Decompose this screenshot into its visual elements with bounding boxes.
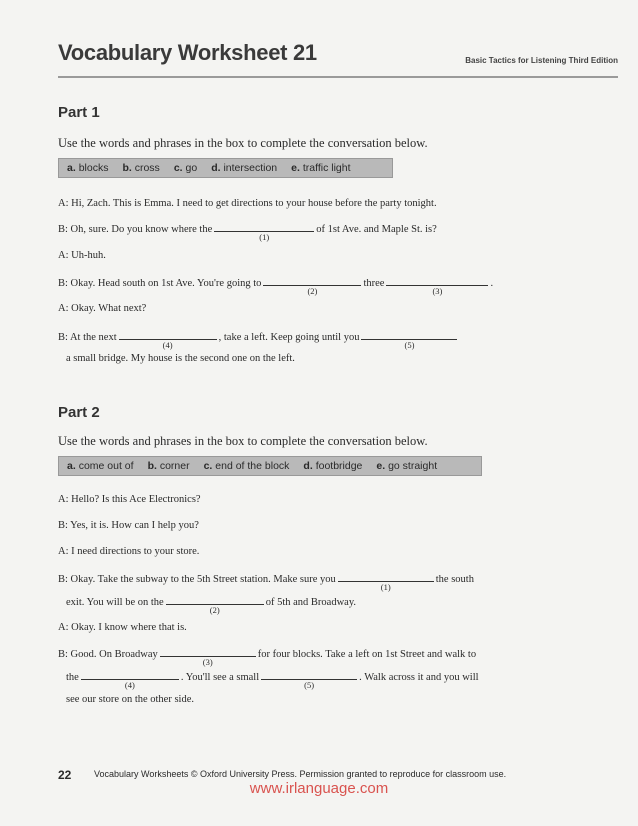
part1-instructions: Use the words and phrases in the box to complete the conversation below. [58, 136, 428, 150]
source-url[interactable]: www.irlanguage.com [249, 780, 389, 797]
answer-blank[interactable]: (4) [81, 670, 179, 680]
answer-blank[interactable]: (3) [386, 276, 488, 286]
word-box-item: d. footbridge [303, 460, 363, 472]
part2-heading: Part 2 [58, 404, 100, 421]
word-box-item: b. corner [147, 460, 190, 472]
dialogue-line: see our store on the other side. [66, 694, 195, 705]
part1-heading: Part 1 [58, 104, 100, 121]
answer-blank[interactable]: (5) [261, 670, 357, 680]
book-title: Basic Tactics for Listening Third Edition [465, 56, 618, 65]
page-title: Vocabulary Worksheet 21 [58, 40, 317, 65]
part2-word-box [58, 456, 482, 476]
header-divider [58, 76, 618, 78]
word-box-item: e. go straight [376, 460, 438, 472]
answer-blank[interactable]: (2) [263, 276, 361, 286]
dialogue-line: B: Yes, it is. How can I help you? [58, 520, 199, 531]
dialogue-line: B: Okay. Take the subway to the 5th Street station. Make sure you (1) the south [58, 574, 474, 592]
part2-instructions: Use the words and phrases in the box to complete the conversation below. [58, 434, 428, 448]
answer-blank[interactable]: (4) [119, 330, 217, 340]
answer-blank[interactable]: (1) [214, 222, 314, 232]
word-box-item: c. go [173, 162, 198, 174]
dialogue-line: A: Okay. What next? [58, 303, 147, 314]
dialogue-line: B: At the next (4) , take a left. Keep going until you (5) [58, 330, 459, 343]
dialogue-line: A: Uh-huh. [58, 250, 106, 261]
answer-blank[interactable]: (1) [338, 572, 434, 582]
dialogue-line: the (4) . You'll see a small (5) . Walk across it and you will [66, 672, 479, 690]
page-header [58, 40, 618, 74]
word-box-item: b. cross [122, 162, 160, 174]
word-box-item: c. end of the block [203, 460, 290, 472]
dialogue-line: A: Hi, Zach. This is Emma. I need to get directions to your house before the party tonight. [58, 198, 437, 209]
dialogue-line: B: Oh, sure. Do you know where the (1) of 1st Ave. and Maple St. is? [58, 224, 437, 242]
dialogue-line: A: Hello? Is this Ace Electronics? [58, 494, 201, 505]
part1-word-box [58, 158, 393, 178]
word-box-item: a. come out of [67, 460, 134, 472]
dialogue-line: A: Okay. I know where that is. [58, 622, 187, 633]
answer-blank[interactable]: (5) [361, 330, 457, 340]
word-box-item: e. traffic light [291, 162, 351, 174]
page-number: 22 [58, 768, 72, 782]
dialogue-line: A: I need directions to your store. [58, 546, 200, 557]
answer-blank[interactable]: (2) [166, 595, 264, 605]
word-box-item: a. blocks [67, 162, 109, 174]
answer-blank[interactable]: (3) [160, 647, 256, 657]
copyright-notice: Vocabulary Worksheets © Oxford University Press. Permission granted to reproduce for classroom use. [94, 769, 507, 779]
dialogue-line: B: Okay. Head south on 1st Ave. You're going to (2) three (3) . [58, 278, 494, 296]
dialogue-line: a small bridge. My house is the second one on the left. [66, 353, 295, 364]
dialogue-line: exit. You will be on the (2) of 5th and Broadway. [66, 597, 357, 615]
word-box-item: d. intersection [211, 162, 278, 174]
dialogue-line: B: Good. On Broadway (3) for four blocks. Take a left on 1st Street and walk to [58, 649, 477, 667]
